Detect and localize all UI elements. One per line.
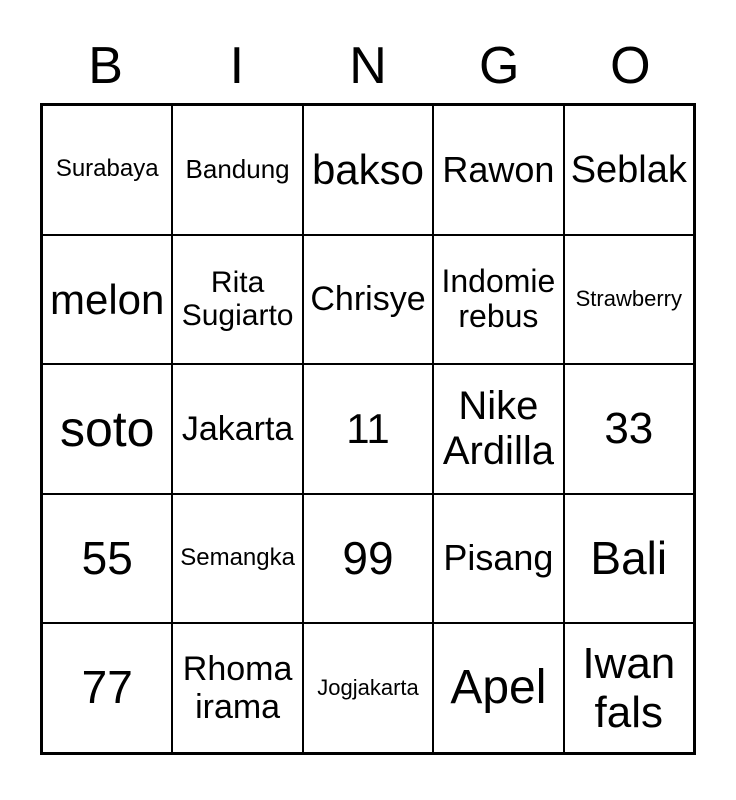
bingo-cell-r2c5[interactable]: Strawberry	[564, 235, 694, 365]
bingo-cell-r1c1[interactable]: Surabaya	[42, 105, 172, 235]
bingo-cell-r3c2[interactable]: Jakarta	[172, 364, 302, 494]
bingo-cell-r2c1[interactable]: melon	[42, 235, 172, 365]
bingo-cell-r1c5[interactable]: Seblak	[564, 105, 694, 235]
bingo-cell-r3c1[interactable]: soto	[42, 364, 172, 494]
bingo-cell-r2c2[interactable]: Rita Sugiarto	[172, 235, 302, 365]
bingo-cell-r4c2[interactable]: Semangka	[172, 494, 302, 624]
bingo-cell-r4c5[interactable]: Bali	[564, 494, 694, 624]
bingo-header	[40, 0, 696, 103]
bingo-cell-r1c2[interactable]: Bandung	[172, 105, 302, 235]
bingo-header-letter-i: I	[229, 37, 245, 95]
bingo-cell-r2c4[interactable]: Indomie rebus	[433, 235, 563, 365]
bingo-cell-r5c4[interactable]: Apel	[433, 623, 563, 753]
bingo-grid	[40, 103, 696, 755]
bingo-header-letter-n: N	[349, 37, 387, 95]
bingo-header-letter-b: B	[88, 37, 123, 95]
bingo-cell-r4c3[interactable]: 99	[303, 494, 433, 624]
bingo-cell-r4c1[interactable]: 55	[42, 494, 172, 624]
bingo-cell-r1c3[interactable]: bakso	[303, 105, 433, 235]
bingo-cell-r1c4[interactable]: Rawon	[433, 105, 563, 235]
bingo-cell-r3c5[interactable]: 33	[564, 364, 694, 494]
bingo-cell-r5c2[interactable]: Rhoma irama	[172, 623, 302, 753]
bingo-cell-r3c4[interactable]: Nike Ardilla	[433, 364, 563, 494]
bingo-cell-r4c4[interactable]: Pisang	[433, 494, 563, 624]
bingo-cell-r2c3[interactable]: Chrisye	[303, 235, 433, 365]
bingo-header-letter-g: G	[478, 37, 520, 95]
bingo-cell-r5c1[interactable]: 77	[42, 623, 172, 753]
bingo-cell-r5c3[interactable]: Jogjakarta	[303, 623, 433, 753]
bingo-cell-r5c5[interactable]: Iwan fals	[564, 623, 694, 753]
bingo-header-letter-o: O	[610, 37, 651, 95]
bingo-cell-r3c3[interactable]: 11	[303, 364, 433, 494]
